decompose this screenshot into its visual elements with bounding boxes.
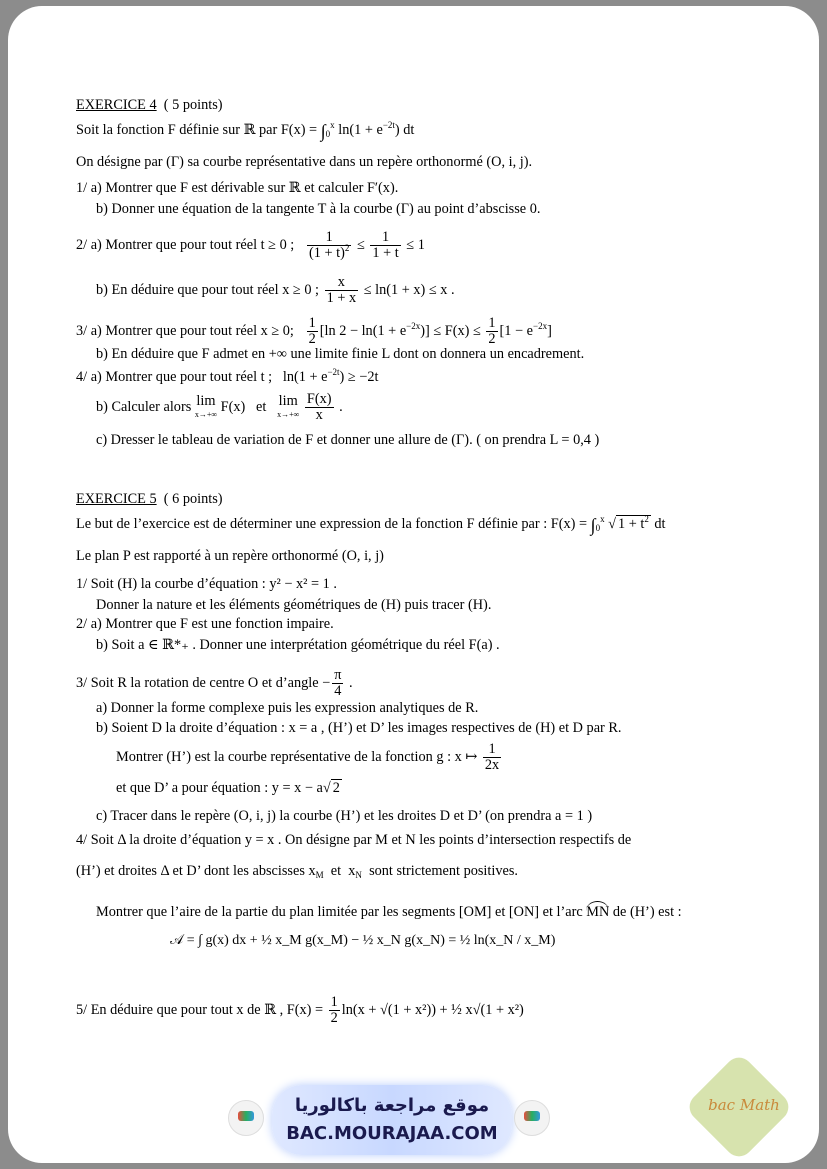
ex4-q4b-lim1: lim xyxy=(196,392,216,409)
ex4-q4b-f: F(x) xyxy=(220,398,246,415)
ex5-q1: 1/ Soit (H) la courbe d’équation : y² − x² = 1 . xyxy=(76,576,337,592)
ex5-q2a: 2/ a) Montrer que F est une fonction impaire. xyxy=(76,616,334,632)
ex5-q3: 3/ Soit R la rotation de centre O et d’angle − $\frac{\pi}{4}$ . xyxy=(76,667,353,699)
ex4-q1b: b) Donner une équation de la tangente T à la courbe (Γ) au point d’abscisse 0. xyxy=(96,201,541,217)
ex5-intro1-text: Le but de l’exercice est de déterminer une expression de la fonction F définie par : F(x) = xyxy=(76,516,591,532)
ex4-q2a: 2/ a) Montrer que pour tout réel t ≥ 0 ; $\frac{1}{(1 + t)^2}$ ≤ $\frac{1}{1 + t}$ ≤ 1 xyxy=(76,229,425,261)
ex5-q3a: a) Donner la forme complexe puis les expression analytiques de R. xyxy=(96,700,479,716)
ex4-q4a: 4/ a) Montrer que pour tout réel t ; $\ln(1 + e^{-2t}) \ge -2t$ xyxy=(76,367,379,385)
ex4-q3a: 3/ a) Montrer que pour tout réel x ≥ 0; $\frac{1}{2}$ [ln $2 - \ln(1 + e^{-2x})] \le F(x)$ ≤ $\frac{1}{2}$ $[1 - e^{-2x}]$ xyxy=(76,315,552,347)
ex4-q1a: 1/ a) Montrer que F est dérivable sur ℝ et calculer F′(x). xyxy=(76,180,399,196)
ex4-q4a-math: ln(1 + e xyxy=(282,369,328,385)
ex5-heading xyxy=(76,490,223,508)
ex5-q4c xyxy=(96,901,682,921)
ex4-q3a-mid2: )] ≤ F(x) ≤ xyxy=(420,322,481,339)
ex4-q4b-et: et xyxy=(256,398,267,415)
ex4-q3b: b) En déduire que F admet en +∞ une limite finie L dont on donnera un encadrement. xyxy=(96,346,585,362)
ex5-q3b2: Montrer (H’) est la courbe représentative de la fonction g : x ↦ $\frac{1}{2x}$ xyxy=(116,741,500,773)
bac-math-logo-text: bac Math xyxy=(708,1096,780,1114)
ex4-title: EXERCICE 4 xyxy=(76,97,157,113)
ex4-q2b-text: b) En déduire que pour tout réel x ≥ 0 ; xyxy=(96,281,320,298)
ex4-intro1-math: ln(1 + e xyxy=(338,122,383,138)
ex5-area-formula-text: 𝒜 = ∫ g(x) dx + ½ x_M g(x_M) − ½ x_N g(x_N) = ½ ln(x_N / x_M) xyxy=(170,933,556,948)
ex4-q4c: c) Dresser le tableau de variation de F et donner une allure de (Γ). ( on prendra L = 0,4 ) xyxy=(96,432,600,448)
ex4-heading xyxy=(76,96,223,114)
ex5-points: ( 6 points) xyxy=(163,491,223,507)
ex5-area-formula xyxy=(170,932,555,950)
site-arabic-title: موقع مراجعة باكالوريا xyxy=(294,1095,490,1116)
ex5-q4b-text: (H’) et droites Δ et D’ dont les abscisses x xyxy=(76,863,316,879)
ex5-q4: 4/ Soit Δ la droite d’équation y = x . On désigne par M et N les points d’intersection respectifs de xyxy=(76,832,632,848)
ex4-q4a-text: 4/ a) Montrer que pour tout réel t ; xyxy=(76,369,273,385)
ex4-q4b-sub1: x→+∞ xyxy=(194,409,218,419)
ex5-q5: 5/ En déduire que pour tout x de ℝ , F(x) = $\frac{1}{2}$ ln(x + √(1 + x²)) + ½ x√(1 + x²) xyxy=(76,994,524,1026)
ex5-q3b: b) Soient D la droite d’équation : x = a , (H’) et D’ les images respectives de (H) et D par R. xyxy=(96,720,622,736)
site-badge[interactable] xyxy=(272,1085,512,1155)
ex5-q3b3: et que D’ a pour équation : y = x − a√ 2 xyxy=(116,780,340,796)
ex4-q4b: b) Calculer alors lim x→+∞ F(x) et lim x→+∞ $\frac{F(x)}{x}$ . xyxy=(96,391,343,423)
ex5-q5-text: 5/ En déduire que pour tout x de ℝ , F(x) = xyxy=(76,1001,327,1018)
ex5-q4c-arc: MN xyxy=(586,901,609,921)
ex4-q4b-sub2: x→+∞ xyxy=(277,409,300,419)
site-url[interactable]: BAC.MOURAJAA.COM xyxy=(286,1123,498,1144)
ex5-intro1-tail: dt xyxy=(650,516,666,532)
ex4-q2a-text: 2/ a) Montrer que pour tout réel t ≥ 0 ; xyxy=(76,236,295,253)
ex4-intro2: On désigne par (Γ) sa courbe représentative dans un repère orthonormé (O, i, j). xyxy=(76,154,533,170)
ex5-q3-text: 3/ Soit R la rotation de centre O et d’angle − xyxy=(76,674,331,691)
ex5-q4b: (H’) et droites Δ et D’ dont les abscisses $x_M$ et $x_N$ sont strictement positives. xyxy=(76,863,518,880)
ex5-q3b3-text: et que D’ a pour équation : y = x − a xyxy=(116,780,323,796)
right-logo-icon xyxy=(514,1100,550,1136)
ex5-title: EXERCICE 5 xyxy=(76,491,157,507)
ex5-q4b-tail: sont strictement positives. xyxy=(369,863,518,879)
ex4-q3a-end: [1 − e xyxy=(499,322,534,339)
left-logo-icon xyxy=(228,1100,264,1136)
ex4-q2b-tail: ≤ ln(1 + x) ≤ x . xyxy=(363,281,455,298)
ex5-q5-tail: ln(x + √(1 + x²)) + ½ x√(1 + x²) xyxy=(341,1001,524,1018)
ex4-q4b-text: b) Calculer alors xyxy=(96,398,192,415)
ex4-intro1: Soit la fonction F définie sur ℝ par $F(x) = \int_0^x$ $\ln(1 + e^{-2t})$ dt xyxy=(76,120,415,141)
ex5-q3b2-text: Montrer (H’) est la courbe représentative de la fonction g : x ↦ xyxy=(116,748,478,765)
ex5-q1b: Donner la nature et les éléments géométriques de (H) puis tracer (H). xyxy=(96,597,492,613)
ex4-q4a-tail: ) ≥ −2t xyxy=(339,369,379,385)
ex4-intro1-tail: ) dt xyxy=(394,122,415,138)
ex5-q3c: c) Tracer dans le repère (O, i, j) la courbe (H’) et les droites D et D’ (on prendra a = 1 ) xyxy=(96,808,593,824)
ex4-q3a-text: 3/ a) Montrer que pour tout réel x ≥ 0; xyxy=(76,322,294,339)
ex5-intro1: Le but de l’exercice est de déterminer une expression de la fonction F définie par : $F(x) = \int_0^x$ √ $1 + t^2$ dt xyxy=(76,514,666,535)
ex4-points: ( 5 points) xyxy=(163,97,223,113)
ex4-q3a-mid: [ln 2 − ln(1 + e xyxy=(319,322,407,339)
ex5-intro2: Le plan P est rapporté à un repère orthonormé (O, i, j) xyxy=(76,548,384,564)
ex4-q4b-lim2: lim xyxy=(278,392,298,409)
ex5-q2b: b) Soit a ∈ ℝ*₊ . Donner une interprétation géométrique du réel F(a) . xyxy=(96,637,500,653)
ex4-intro1-text: Soit la fonction F définie sur ℝ par F(x) = xyxy=(76,122,321,138)
ex5-q4c-tail: de (H’) est : xyxy=(612,904,682,920)
ex4-q2b: b) En déduire que pour tout réel x ≥ 0 ; $\frac{x}{1 + x}$ ≤ ln(1 + x) ≤ x . xyxy=(96,274,455,306)
ex5-q4c-text: Montrer que l’aire de la partie du plan limitée par les segments [OM] et [ON] et l’arc xyxy=(96,904,583,920)
